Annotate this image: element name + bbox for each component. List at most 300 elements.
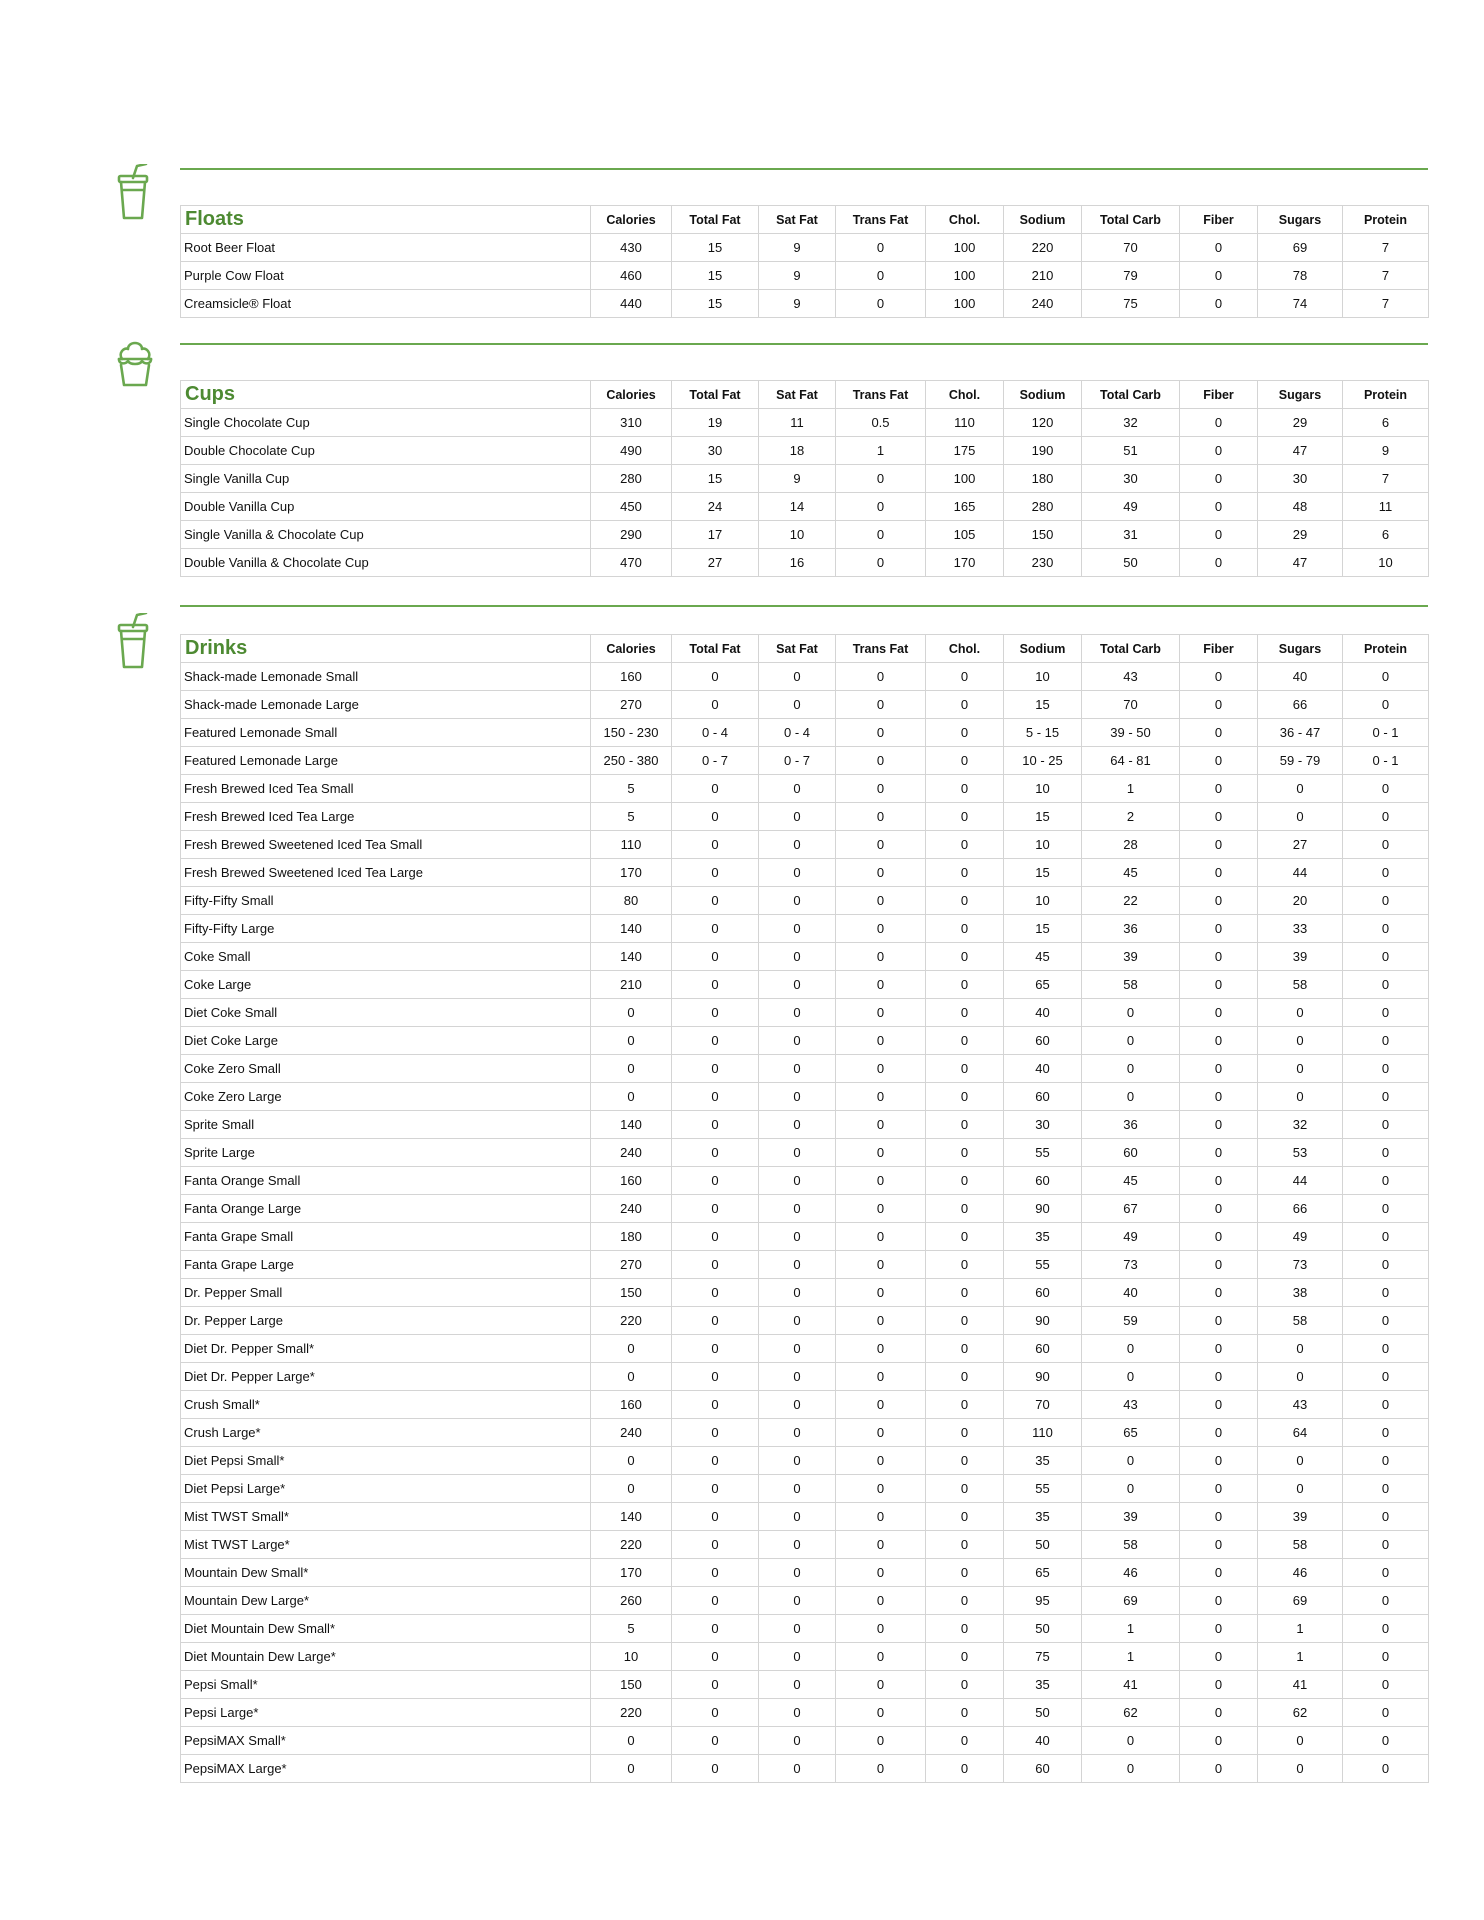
- nutrient-value: 10: [1343, 549, 1429, 577]
- nutrient-value: 0: [759, 999, 836, 1027]
- column-header: Total Fat: [672, 635, 759, 663]
- drinks-table: [180, 634, 1429, 1783]
- nutrient-value: 0: [836, 831, 926, 859]
- nutrient-value: 14: [759, 493, 836, 521]
- nutrient-value: 0: [926, 831, 1004, 859]
- floats-title: Floats: [181, 206, 591, 234]
- nutrient-value: 0: [1082, 1083, 1180, 1111]
- nutrient-value: 50: [1004, 1699, 1082, 1727]
- nutrient-value: 0: [759, 1643, 836, 1671]
- nutrient-value: 41: [1082, 1671, 1180, 1699]
- nutrient-value: 0: [672, 1503, 759, 1531]
- nutrient-value: 0: [1180, 915, 1258, 943]
- nutrient-value: 0: [759, 1559, 836, 1587]
- nutrient-value: 60: [1004, 1083, 1082, 1111]
- nutrient-value: 0: [836, 1251, 926, 1279]
- item-name: Fanta Orange Large: [181, 1195, 591, 1223]
- nutrient-value: 0: [1343, 943, 1429, 971]
- nutrient-value: 0: [836, 1307, 926, 1335]
- nutrient-value: 45: [1082, 1167, 1180, 1195]
- column-header: Sodium: [1004, 381, 1082, 409]
- column-header: Trans Fat: [836, 206, 926, 234]
- nutrient-value: 0: [1343, 971, 1429, 999]
- nutrient-value: 160: [591, 663, 672, 691]
- column-header: Trans Fat: [836, 635, 926, 663]
- column-header: Sodium: [1004, 206, 1082, 234]
- nutrient-value: 1: [1082, 1615, 1180, 1643]
- nutrient-value: 60: [1082, 1139, 1180, 1167]
- nutrient-value: 64: [1258, 1419, 1343, 1447]
- table-row: [181, 1055, 1429, 1083]
- item-name: Diet Mountain Dew Large*: [181, 1643, 591, 1671]
- table-row: [181, 1727, 1429, 1755]
- item-name: Single Chocolate Cup: [181, 409, 591, 437]
- nutrient-value: 490: [591, 437, 672, 465]
- nutrient-value: 140: [591, 915, 672, 943]
- nutrient-value: 160: [591, 1167, 672, 1195]
- item-name: Featured Lemonade Large: [181, 747, 591, 775]
- nutrient-value: 35: [1004, 1223, 1082, 1251]
- nutrient-value: 0: [836, 803, 926, 831]
- table-row: [181, 663, 1429, 691]
- nutrient-value: 15: [672, 290, 759, 318]
- cups-header-row: [181, 381, 1429, 409]
- item-name: Coke Small: [181, 943, 591, 971]
- nutrient-value: 0: [759, 803, 836, 831]
- nutrient-value: 36 - 47: [1258, 719, 1343, 747]
- nutrient-value: 60: [1004, 1027, 1082, 1055]
- nutrient-value: 240: [591, 1195, 672, 1223]
- nutrient-value: 0: [1180, 1027, 1258, 1055]
- nutrient-value: 150 - 230: [591, 719, 672, 747]
- nutrient-value: 0: [672, 1531, 759, 1559]
- nutrient-value: 0: [1343, 1755, 1429, 1783]
- nutrient-value: 0 - 1: [1343, 719, 1429, 747]
- column-header: Sugars: [1258, 635, 1343, 663]
- nutrient-value: 58: [1258, 971, 1343, 999]
- nutrient-value: 240: [591, 1419, 672, 1447]
- nutrient-value: 44: [1258, 859, 1343, 887]
- column-header: Sat Fat: [759, 381, 836, 409]
- nutrient-value: 0: [836, 1055, 926, 1083]
- table-row: [181, 1335, 1429, 1363]
- nutrient-value: 70: [1082, 234, 1180, 262]
- table-row: [181, 262, 1429, 290]
- nutrient-value: 50: [1004, 1531, 1082, 1559]
- table-row: [181, 1643, 1429, 1671]
- nutrient-value: 10: [1004, 887, 1082, 915]
- nutrient-value: 0: [1343, 691, 1429, 719]
- table-row: [181, 859, 1429, 887]
- nutrient-value: 0: [1180, 1671, 1258, 1699]
- item-name: Coke Zero Large: [181, 1083, 591, 1111]
- nutrient-value: 49: [1258, 1223, 1343, 1251]
- column-header: Fiber: [1180, 635, 1258, 663]
- nutrient-value: 0: [759, 1531, 836, 1559]
- column-header: Calories: [591, 635, 672, 663]
- nutrient-value: 120: [1004, 409, 1082, 437]
- nutrient-value: 0: [672, 1335, 759, 1363]
- nutrient-value: 0: [1180, 943, 1258, 971]
- nutrient-value: 40: [1004, 999, 1082, 1027]
- nutrient-value: 0: [1258, 775, 1343, 803]
- nutrient-value: 140: [591, 1503, 672, 1531]
- item-name: Fresh Brewed Sweetened Iced Tea Large: [181, 859, 591, 887]
- item-name: Sprite Large: [181, 1139, 591, 1167]
- nutrient-value: 0: [926, 1671, 1004, 1699]
- nutrient-value: 0: [836, 1195, 926, 1223]
- nutrient-value: 0: [759, 1475, 836, 1503]
- nutrient-value: 30: [1004, 1111, 1082, 1139]
- drinks-title: Drinks: [181, 635, 591, 663]
- cups-title: Cups: [181, 381, 591, 409]
- table-row: [181, 1251, 1429, 1279]
- table-row: [181, 437, 1429, 465]
- column-header: Sugars: [1258, 206, 1343, 234]
- table-row: [181, 719, 1429, 747]
- table-row: [181, 1307, 1429, 1335]
- nutrient-value: 0: [672, 1391, 759, 1419]
- nutrient-value: 0: [591, 1083, 672, 1111]
- table-row: [181, 1111, 1429, 1139]
- table-row: [181, 1195, 1429, 1223]
- nutrient-value: 0: [1343, 1083, 1429, 1111]
- nutrient-value: 0: [759, 1335, 836, 1363]
- nutrient-value: 95: [1004, 1587, 1082, 1615]
- nutrient-value: 0: [1180, 437, 1258, 465]
- nutrient-value: 0: [1343, 1559, 1429, 1587]
- nutrient-value: 220: [1004, 234, 1082, 262]
- table-row: [181, 1755, 1429, 1783]
- nutrient-value: 0: [672, 803, 759, 831]
- nutrient-value: 0: [591, 1447, 672, 1475]
- nutrient-value: 0: [926, 1279, 1004, 1307]
- nutrient-value: 66: [1258, 691, 1343, 719]
- nutrient-value: 47: [1258, 549, 1343, 577]
- nutrient-value: 250 - 380: [591, 747, 672, 775]
- nutrient-value: 0: [1258, 1027, 1343, 1055]
- nutrient-value: 0: [926, 971, 1004, 999]
- column-header: Sat Fat: [759, 206, 836, 234]
- nutrient-value: 0: [1180, 803, 1258, 831]
- nutrient-value: 27: [672, 549, 759, 577]
- nutrient-value: 110: [591, 831, 672, 859]
- nutrient-value: 190: [1004, 437, 1082, 465]
- table-row: [181, 1223, 1429, 1251]
- nutrient-value: 0: [759, 1055, 836, 1083]
- table-row: [181, 747, 1429, 775]
- nutrient-value: 60: [1004, 1335, 1082, 1363]
- item-name: Fresh Brewed Iced Tea Large: [181, 803, 591, 831]
- nutrient-value: 75: [1082, 290, 1180, 318]
- nutrient-value: 0: [1180, 521, 1258, 549]
- column-header: Total Fat: [672, 381, 759, 409]
- nutrient-value: 35: [1004, 1671, 1082, 1699]
- nutrient-value: 0: [759, 1111, 836, 1139]
- nutrient-value: 11: [759, 409, 836, 437]
- nutrient-value: 0: [672, 1167, 759, 1195]
- nutrient-value: 0: [836, 1671, 926, 1699]
- item-name: Fanta Grape Large: [181, 1251, 591, 1279]
- nutrient-value: 0: [836, 1587, 926, 1615]
- table-row: [181, 1559, 1429, 1587]
- nutrient-value: 0: [1180, 234, 1258, 262]
- nutrient-value: 0: [1343, 1419, 1429, 1447]
- item-name: Fresh Brewed Iced Tea Small: [181, 775, 591, 803]
- nutrient-value: 59 - 79: [1258, 747, 1343, 775]
- nutrient-value: 0 - 4: [759, 719, 836, 747]
- nutrient-value: 0: [1180, 1615, 1258, 1643]
- nutrient-value: 0: [836, 1531, 926, 1559]
- nutrient-value: 0: [926, 1503, 1004, 1531]
- nutrient-value: 7: [1343, 290, 1429, 318]
- nutrient-value: 0: [1180, 1335, 1258, 1363]
- table-row: [181, 1083, 1429, 1111]
- nutrient-value: 0: [1180, 1391, 1258, 1419]
- nutrient-value: 0: [759, 1027, 836, 1055]
- nutrient-value: 270: [591, 1251, 672, 1279]
- nutrient-value: 0: [1180, 493, 1258, 521]
- item-name: Sprite Small: [181, 1111, 591, 1139]
- nutrient-value: 0: [836, 1475, 926, 1503]
- nutrient-value: 0: [1180, 1251, 1258, 1279]
- nutrient-value: 240: [591, 1139, 672, 1167]
- nutrient-value: 0: [1180, 663, 1258, 691]
- nutrient-value: 0: [836, 1391, 926, 1419]
- nutrient-value: 7: [1343, 234, 1429, 262]
- table-row: [181, 887, 1429, 915]
- nutrient-value: 140: [591, 1111, 672, 1139]
- nutrient-value: 0: [926, 1139, 1004, 1167]
- nutrient-value: 0: [759, 943, 836, 971]
- nutrient-value: 15: [1004, 915, 1082, 943]
- nutrient-value: 0: [1180, 747, 1258, 775]
- nutrient-value: 22: [1082, 887, 1180, 915]
- nutrient-value: 39: [1082, 1503, 1180, 1531]
- nutrient-value: 0: [836, 493, 926, 521]
- nutrient-value: 55: [1004, 1139, 1082, 1167]
- nutrient-value: 0: [1343, 1531, 1429, 1559]
- item-name: Diet Mountain Dew Small*: [181, 1615, 591, 1643]
- nutrient-value: 11: [1343, 493, 1429, 521]
- nutrient-value: 0: [759, 1503, 836, 1531]
- nutrient-value: 0: [836, 1419, 926, 1447]
- table-row: [181, 691, 1429, 719]
- item-name: Crush Large*: [181, 1419, 591, 1447]
- nutrient-value: 0: [1343, 1307, 1429, 1335]
- nutrient-value: 0: [759, 1699, 836, 1727]
- nutrient-value: 0: [926, 1643, 1004, 1671]
- nutrient-value: 39: [1258, 943, 1343, 971]
- column-header: Protein: [1343, 206, 1429, 234]
- nutrient-value: 35: [1004, 1503, 1082, 1531]
- nutrient-value: 0: [1180, 1363, 1258, 1391]
- nutrient-value: 46: [1082, 1559, 1180, 1587]
- cups-table: [180, 380, 1429, 577]
- nutrient-value: 9: [759, 465, 836, 493]
- nutrient-value: 0: [1180, 775, 1258, 803]
- column-header: Sodium: [1004, 635, 1082, 663]
- nutrient-value: 0: [836, 1727, 926, 1755]
- item-name: Fresh Brewed Sweetened Iced Tea Small: [181, 831, 591, 859]
- table-row: [181, 1531, 1429, 1559]
- item-name: Fifty-Fifty Small: [181, 887, 591, 915]
- item-name: Shack-made Lemonade Large: [181, 691, 591, 719]
- nutrient-value: 0: [1180, 719, 1258, 747]
- nutrient-value: 110: [1004, 1419, 1082, 1447]
- nutrient-value: 230: [1004, 549, 1082, 577]
- table-row: [181, 1447, 1429, 1475]
- nutrient-value: 0: [1082, 1055, 1180, 1083]
- item-name: Mountain Dew Small*: [181, 1559, 591, 1587]
- nutrient-value: 440: [591, 290, 672, 318]
- nutrient-value: 0: [672, 831, 759, 859]
- nutrient-value: 0: [1180, 859, 1258, 887]
- nutrient-value: 0: [1180, 1531, 1258, 1559]
- nutrient-value: 0: [591, 1363, 672, 1391]
- nutrient-value: 175: [926, 437, 1004, 465]
- nutrient-value: 0: [1180, 1727, 1258, 1755]
- nutrient-value: 0: [836, 1139, 926, 1167]
- nutrient-value: 0: [1343, 1251, 1429, 1279]
- nutrient-value: 0: [1082, 1335, 1180, 1363]
- nutrient-value: 0: [836, 859, 926, 887]
- nutrient-value: 0: [672, 1223, 759, 1251]
- nutrient-value: 74: [1258, 290, 1343, 318]
- nutrient-value: 0: [1258, 1083, 1343, 1111]
- nutrient-value: 10: [1004, 663, 1082, 691]
- nutrient-value: 50: [1082, 549, 1180, 577]
- nutrient-value: 10 - 25: [1004, 747, 1082, 775]
- nutrient-value: 39: [1082, 943, 1180, 971]
- nutrient-value: 30: [1082, 465, 1180, 493]
- nutrient-value: 0: [672, 1111, 759, 1139]
- nutrient-value: 110: [926, 409, 1004, 437]
- nutrient-value: 0: [591, 1727, 672, 1755]
- nutrient-value: 0: [672, 1671, 759, 1699]
- table-row: [181, 521, 1429, 549]
- nutrient-value: 1: [1082, 1643, 1180, 1671]
- column-header: Total Fat: [672, 206, 759, 234]
- nutrient-value: 64 - 81: [1082, 747, 1180, 775]
- nutrient-value: 0: [1082, 1363, 1180, 1391]
- nutrient-value: 0: [836, 262, 926, 290]
- nutrient-value: 0: [1343, 1727, 1429, 1755]
- item-name: Coke Large: [181, 971, 591, 999]
- nutrient-value: 0: [1258, 1055, 1343, 1083]
- nutrient-value: 0: [759, 1195, 836, 1223]
- item-name: Single Vanilla Cup: [181, 465, 591, 493]
- nutrient-value: 0: [926, 1027, 1004, 1055]
- table-row: [181, 1699, 1429, 1727]
- nutrient-value: 0: [1343, 775, 1429, 803]
- nutrient-value: 31: [1082, 521, 1180, 549]
- table-row: [181, 1279, 1429, 1307]
- nutrient-value: 150: [1004, 521, 1082, 549]
- nutrient-value: 55: [1004, 1251, 1082, 1279]
- nutrient-value: 0: [836, 1643, 926, 1671]
- table-row: [181, 915, 1429, 943]
- nutrient-value: 0: [1180, 1503, 1258, 1531]
- nutrient-value: 0: [1343, 1055, 1429, 1083]
- nutrient-value: 280: [1004, 493, 1082, 521]
- nutrient-value: 0: [926, 1195, 1004, 1223]
- nutrient-value: 0: [836, 999, 926, 1027]
- nutrient-value: 0: [926, 1559, 1004, 1587]
- nutrient-value: 0: [926, 775, 1004, 803]
- nutrient-value: 65: [1082, 1419, 1180, 1447]
- nutrient-value: 180: [1004, 465, 1082, 493]
- nutrient-value: 0: [1180, 549, 1258, 577]
- nutrient-value: 5: [591, 803, 672, 831]
- nutrient-value: 0: [1343, 1503, 1429, 1531]
- nutrient-value: 0: [836, 521, 926, 549]
- column-header: Calories: [591, 381, 672, 409]
- nutrient-value: 0: [836, 719, 926, 747]
- nutrient-value: 0: [1343, 1139, 1429, 1167]
- nutrient-value: 9: [1343, 437, 1429, 465]
- drink-cup-icon: [116, 613, 150, 671]
- table-row: [181, 1027, 1429, 1055]
- nutrient-value: 66: [1258, 1195, 1343, 1223]
- nutrient-value: 10: [1004, 775, 1082, 803]
- nutrient-value: 0: [1180, 1055, 1258, 1083]
- nutrient-value: 0: [1082, 1447, 1180, 1475]
- nutrient-value: 450: [591, 493, 672, 521]
- nutrient-value: 0: [1343, 859, 1429, 887]
- nutrient-value: 0: [1343, 1615, 1429, 1643]
- nutrient-value: 0: [759, 1363, 836, 1391]
- nutrient-value: 5 - 15: [1004, 719, 1082, 747]
- nutrient-value: 0: [1343, 1027, 1429, 1055]
- nutrient-value: 44: [1258, 1167, 1343, 1195]
- table-row: [181, 493, 1429, 521]
- nutrient-value: 15: [672, 262, 759, 290]
- nutrient-value: 15: [672, 234, 759, 262]
- nutrient-value: 0: [1180, 1111, 1258, 1139]
- nutrient-value: 0: [1180, 1279, 1258, 1307]
- item-name: Mist TWST Large*: [181, 1531, 591, 1559]
- nutrient-value: 48: [1258, 493, 1343, 521]
- nutrient-value: 0: [672, 859, 759, 887]
- nutrient-value: 0: [1258, 999, 1343, 1027]
- column-header: Trans Fat: [836, 381, 926, 409]
- nutrient-value: 43: [1082, 1391, 1180, 1419]
- nutrient-value: 0: [591, 999, 672, 1027]
- nutrient-value: 0: [1343, 1335, 1429, 1363]
- nutrient-value: 6: [1343, 521, 1429, 549]
- nutrient-value: 0: [926, 1251, 1004, 1279]
- item-name: Double Vanilla Cup: [181, 493, 591, 521]
- nutrient-value: 36: [1082, 915, 1180, 943]
- nutrient-value: 0: [926, 1083, 1004, 1111]
- nutrient-value: 0: [759, 1755, 836, 1783]
- nutrient-value: 0: [1082, 1027, 1180, 1055]
- nutrient-value: 0: [759, 1167, 836, 1195]
- nutrient-value: 0: [759, 663, 836, 691]
- nutrient-value: 0: [1082, 1475, 1180, 1503]
- nutrient-value: 90: [1004, 1307, 1082, 1335]
- nutrient-value: 0: [672, 663, 759, 691]
- nutrient-value: 0 - 1: [1343, 747, 1429, 775]
- nutrient-value: 0: [1343, 1643, 1429, 1671]
- nutrient-value: 0: [1258, 1755, 1343, 1783]
- nutrient-value: 32: [1258, 1111, 1343, 1139]
- item-name: Pepsi Small*: [181, 1671, 591, 1699]
- nutrient-value: 220: [591, 1531, 672, 1559]
- nutrient-value: 0: [1180, 1643, 1258, 1671]
- nutrient-value: 0: [759, 1279, 836, 1307]
